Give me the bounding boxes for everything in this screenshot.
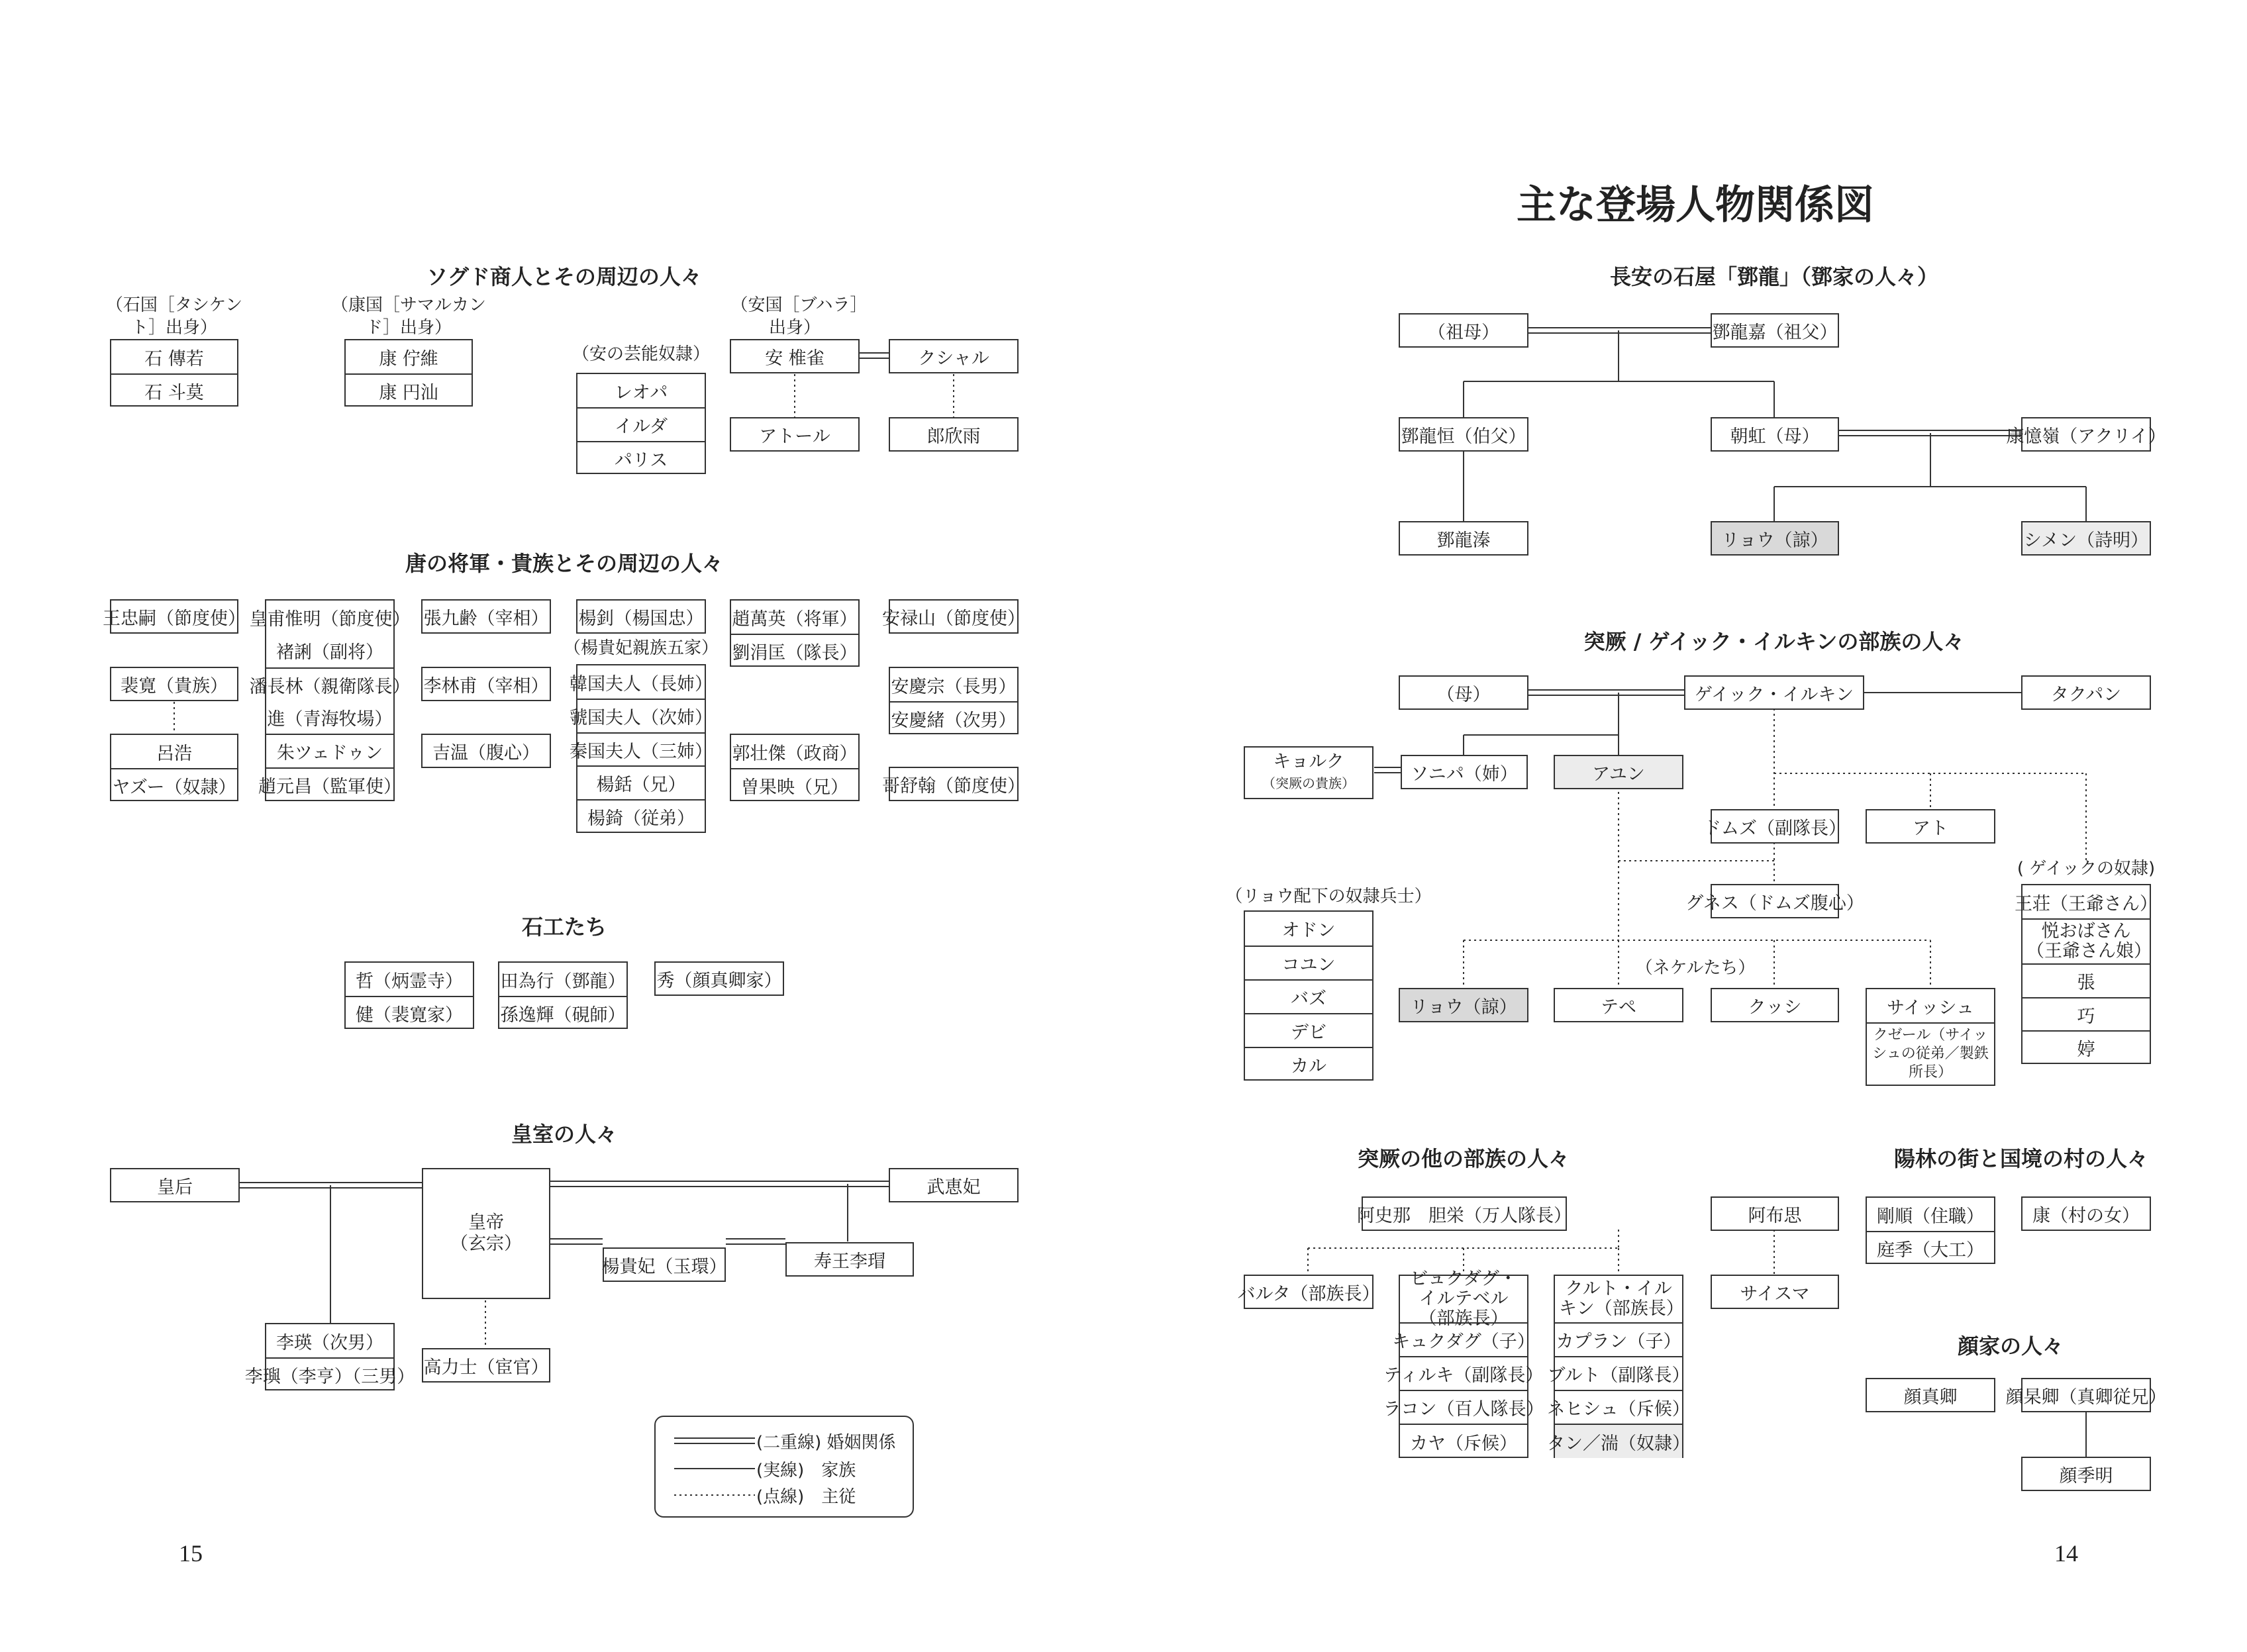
person-li-linfu: 李林甫（宰相） xyxy=(423,675,549,697)
person-yang-qi: 楊錡（従弟） xyxy=(577,799,705,833)
heading-other-turk: 突厥の他の部族の人々 xyxy=(1357,1146,1570,1171)
box-kussi xyxy=(1711,988,1839,1022)
person-wang-zhongsi: 王忠嗣（節度使） xyxy=(103,608,246,629)
family-line xyxy=(330,1184,848,1323)
person-deng-longjia: 鄧龍嘉（祖父） xyxy=(1712,322,1838,343)
box-slave-soldiers xyxy=(1244,910,1373,1081)
person-deng-longheng: 鄧龍恒（伯父） xyxy=(1401,426,1526,447)
note-shi-origin: （石国［タシケント］出身） xyxy=(105,295,243,338)
person-sun-yihui: 孫逸輝（硯師） xyxy=(499,996,626,1029)
person-simen: シメン（詩明） xyxy=(2022,522,2150,554)
marriage-line xyxy=(240,1181,889,1244)
note-neker: （ネケルたち） xyxy=(1635,958,1756,978)
person-tian-weixing: 田為行（鄧龍） xyxy=(500,971,626,992)
note-geick-slaves: ( ゲイックの奴隷) xyxy=(2017,859,2156,879)
box-grandmother xyxy=(1399,313,1528,348)
box-wu-huifei xyxy=(889,1168,1019,1202)
person-tepe: テペ xyxy=(1601,996,1636,1018)
box-abusi xyxy=(1711,1196,1839,1231)
person-an-suique: 安 椎雀 xyxy=(765,348,824,369)
person-gunes: グネス（ドムズ腹心） xyxy=(1685,893,1864,914)
box-kushal xyxy=(889,339,1019,373)
person-li-yu: 李璵（李亨）（三男） xyxy=(266,1357,393,1390)
box-sonipa xyxy=(1401,755,1528,789)
person-kukdag: キュクダグ（子） xyxy=(1400,1322,1527,1356)
person-zhang-jiuling: 張九齢（宰相） xyxy=(423,608,549,629)
person-ryo-turk: リョウ（諒） xyxy=(1400,989,1527,1021)
person-ilda: イルダ xyxy=(577,407,705,441)
person-geick: ゲイック・イルキン xyxy=(1694,684,1854,705)
box-an-slaves xyxy=(576,373,706,474)
person-emperor xyxy=(423,1169,549,1298)
person-pei-kuan: 裴寛（貴族） xyxy=(121,675,228,697)
person-kaya: カヤ（斥候） xyxy=(1400,1424,1527,1458)
person-tan: タン／湍（奴隷） xyxy=(1555,1424,1682,1458)
box-an-lushan xyxy=(882,599,1025,634)
person-chaohong: 朝虹（母） xyxy=(1730,426,1820,447)
person-turk-mother: （母） xyxy=(1436,684,1491,705)
person-ayun: アユン xyxy=(1555,756,1682,788)
person-deng-longzhen: 鄧龍溱 xyxy=(1436,530,1491,551)
person-koyun: コユン xyxy=(1245,946,1372,979)
person-zhu-tsedun: 朱ツェドゥン xyxy=(266,734,393,767)
box-empress xyxy=(110,1168,240,1202)
box-emperor xyxy=(422,1168,550,1299)
person-bikdag: ビュクダグ・イルテベル（部族長） xyxy=(1410,1269,1517,1329)
person-kang-village: 康（村の女） xyxy=(2032,1205,2140,1226)
note-yang-family: （楊貴妃親族五家） xyxy=(563,638,719,658)
person-kussi: クッシ xyxy=(1748,996,1802,1018)
legend-dotted: (点線) 主従 xyxy=(756,1487,856,1507)
note-ryo-slaves: （リョウ配下の奴隷兵士） xyxy=(1225,887,1432,906)
person-lady-han: 韓国夫人（長姉） xyxy=(570,673,713,695)
person-yan-jiming: 顔季明 xyxy=(2059,1465,2113,1486)
person-geshu-han: 哥舒翰（節度使） xyxy=(882,775,1025,797)
person-zhao-yuanchang: 趙元昌（監軍使） xyxy=(266,767,393,801)
person-aunt-yue: 悦おばさん（王爺さん娘） xyxy=(2022,918,2150,963)
page-number-right: 14 xyxy=(2054,1540,2078,1567)
person-zhao-wanying: 趙萬英（将軍） xyxy=(732,608,858,630)
box-gao-lishi xyxy=(422,1348,550,1383)
person-zhang: 張 xyxy=(2022,963,2150,997)
box-geshu-han xyxy=(882,767,1025,801)
heading-imperial: 皇室の人々 xyxy=(511,1122,618,1147)
box-shouwang xyxy=(785,1242,914,1277)
kyoruk-note: （突厥の貴族） xyxy=(1262,775,1355,791)
person-tirki: ティルキ（副隊長） xyxy=(1400,1356,1527,1390)
heading-sogd: ソグド商人とその周辺の人々 xyxy=(426,264,702,289)
dotted-line xyxy=(1464,708,2086,988)
box-zhao-wanying xyxy=(730,599,860,667)
person-abusi: 阿布思 xyxy=(1748,1205,1802,1226)
heading-yan: 顔家の人々 xyxy=(1957,1334,2064,1359)
person-shi-doumo: 石 斗莫 xyxy=(111,373,237,407)
person-lu-hao: 呂浩 xyxy=(156,743,192,764)
person-yazu: ヤズー（奴隷） xyxy=(111,768,237,801)
box-kurt xyxy=(1547,1275,1690,1458)
person-domuz: ドムズ（副隊長） xyxy=(1703,818,1846,839)
page-number-left: 15 xyxy=(179,1540,203,1567)
person-chu-xun: 褚誗（副将） xyxy=(276,642,383,663)
person-atol: アトール xyxy=(759,426,830,447)
page-title: 主な登場人物関係図 xyxy=(1517,182,1874,228)
person-langxinyu: 郎欣雨 xyxy=(926,426,981,447)
box-princes xyxy=(244,1323,415,1390)
box-wang-zhongsi xyxy=(103,599,246,634)
person-wu-huifei: 武恵妃 xyxy=(926,1177,981,1198)
note-an-slaves: （安の芸能奴隷） xyxy=(572,344,711,364)
person-saisma: サイスマ xyxy=(1740,1283,1810,1304)
box-ashina xyxy=(1357,1196,1572,1231)
box-kang-village xyxy=(2021,1196,2151,1231)
person-yang-xian2: 楊銛（兄） xyxy=(577,765,705,799)
person-odon: オドン xyxy=(1281,920,1336,941)
box-kyoruk xyxy=(1244,746,1373,799)
person-paris: パリス xyxy=(577,441,705,474)
person-kang-zhuwei: 康 佇維 xyxy=(379,348,438,369)
person-kushal: クシャル xyxy=(918,348,989,369)
person-ashina: 阿史那 胆栄（万人隊長） xyxy=(1357,1205,1572,1226)
person-kyoruk xyxy=(1245,748,1372,798)
legend-solid: (実線) 家族 xyxy=(756,1461,856,1481)
person-nehish: ネヒシュ（斥候） xyxy=(1555,1390,1682,1424)
box-huangfu xyxy=(249,599,411,801)
person-lady-guo: 虢国夫人（次姉） xyxy=(577,699,705,732)
dotted-line xyxy=(1308,1230,1774,1275)
box-li-linfu xyxy=(421,667,551,701)
person-an-qingxu: 安慶緒（次男） xyxy=(890,701,1017,734)
person-yan-zhenqing: 顔真卿 xyxy=(1903,1386,1958,1408)
person-ting: 婷 xyxy=(2022,1030,2150,1064)
box-balta xyxy=(1237,1275,1380,1309)
box-deng-longzhen xyxy=(1399,521,1528,556)
person-shi-chuanruo: 石 傳若 xyxy=(144,348,204,369)
box-deng-longheng xyxy=(1399,417,1528,452)
box-shi xyxy=(110,339,238,407)
box-saisma xyxy=(1711,1275,1839,1309)
box-stone3 xyxy=(654,961,784,996)
box-yang-xian xyxy=(576,599,706,634)
note-an-origin: （安国［ブハラ］出身） xyxy=(730,295,859,338)
box-yang-guifei xyxy=(603,1247,726,1282)
heading-turk: 突厥 / ゲイック・イルキンの部族の人々 xyxy=(1583,629,1965,654)
person-qiao: 巧 xyxy=(2022,997,2150,1030)
box-turk-mother xyxy=(1399,675,1528,710)
box-chaohong xyxy=(1711,417,1839,452)
kyoruk-name: キョルク xyxy=(1273,752,1344,772)
dotted-line xyxy=(795,374,954,417)
box-saisshu xyxy=(1866,988,1995,1086)
box-kang-yiling xyxy=(2006,417,2166,452)
box-guo-zhuangjie xyxy=(730,734,860,801)
box-an-suique xyxy=(730,339,860,373)
person-zeng-guoying: 曽果映（兄） xyxy=(731,768,858,801)
person-kal: カル xyxy=(1245,1047,1372,1081)
person-wang-zhuang: 王荘（王爺さん） xyxy=(2015,893,2158,914)
person-li-ying: 李瑛（次男） xyxy=(276,1332,383,1353)
note-kang-origin: （康国［サマルカンド］出身） xyxy=(330,295,486,338)
person-yan-gaoqing: 顔杲卿（真卿従兄） xyxy=(2005,1386,2167,1408)
box-domuz xyxy=(1703,809,1846,844)
box-yan-jiming xyxy=(2021,1457,2151,1491)
person-kang-yiling: 康憶嶺（アクリイ） xyxy=(2006,426,2166,447)
box-atol xyxy=(730,417,860,452)
person-gao-lishi: 高力士（宦官） xyxy=(423,1357,549,1378)
box-lu-hao xyxy=(110,734,238,801)
marriage-line xyxy=(860,353,889,358)
person-burt: ブルト（副隊長） xyxy=(1555,1356,1682,1390)
person-sonipa: ソニパ（姉） xyxy=(1411,763,1518,785)
box-stone2 xyxy=(498,961,628,1029)
person-huangfu-weiming: 皇甫惟明（節度使） xyxy=(249,608,411,630)
person-pan-changlin: 潘長林（親衛隊長） xyxy=(266,667,393,701)
emperor-name: 皇帝 xyxy=(468,1212,504,1233)
box-geick-slaves xyxy=(2015,884,2158,1064)
emperor-era: （玄宗） xyxy=(450,1234,522,1254)
person-jian: 健（裴寛家） xyxy=(346,996,473,1029)
box-yang-five xyxy=(570,664,713,833)
person-debi: デビ xyxy=(1245,1013,1372,1047)
box-langxinyu xyxy=(889,417,1019,452)
box-bik xyxy=(1383,1269,1544,1458)
person-shouwang: 寿王李瑁 xyxy=(814,1251,885,1272)
box-tepe xyxy=(1554,988,1683,1022)
box-kang xyxy=(344,339,473,407)
person-takpan: タクパン xyxy=(2050,684,2122,705)
person-kang-yuanshan: 康 円汕 xyxy=(346,373,472,407)
person-saisshu: サイッシュ xyxy=(1886,997,1975,1018)
person-at: アト xyxy=(1913,818,1948,839)
person-rakon: ラコン（百人隊長） xyxy=(1400,1390,1527,1424)
person-yang-xian: 楊釗（楊国忠） xyxy=(578,608,704,629)
person-kurt: クルト・イルキン（部族長） xyxy=(1559,1279,1684,1319)
person-balta: バルタ（部族長） xyxy=(1237,1283,1380,1304)
person-gangshun: 剛順（住職） xyxy=(1877,1206,1984,1227)
box-geick xyxy=(1684,675,1864,710)
person-ji-wen: 吉温（腹心） xyxy=(432,742,540,763)
person-zhe: 哲（炳霊寺） xyxy=(356,971,463,992)
box-ayun xyxy=(1554,755,1683,789)
person-liu-juankuang: 劉涓匡（隊長） xyxy=(731,634,858,667)
person-tingji: 庭季（大工） xyxy=(1867,1231,1994,1264)
person-yang-guifei: 楊貴妃（玉環） xyxy=(601,1256,727,1277)
person-baz: バズ xyxy=(1245,979,1372,1013)
heading-yanglin: 陽林の街と国境の村の人々 xyxy=(1893,1146,2149,1171)
box-at xyxy=(1866,809,1995,844)
person-lady-qin: 秦国夫人（三姉） xyxy=(577,732,705,765)
person-empress: 皇后 xyxy=(157,1177,193,1198)
person-jin: 進（青海牧場） xyxy=(267,708,393,730)
box-ryo-turk xyxy=(1399,988,1528,1022)
person-leopa: レオパ xyxy=(614,382,668,403)
person-guo-zhuangjie: 郭壮傑（政商） xyxy=(732,743,858,764)
box-takpan xyxy=(2021,675,2151,710)
person-xiu: 秀（顔真卿家） xyxy=(656,970,782,991)
box-gangshun xyxy=(1866,1196,1995,1264)
person-kuzel: クゼール（サイッシュの従弟／製鉄所長） xyxy=(1867,1022,1994,1085)
person-grandmother: （祖母） xyxy=(1428,322,1499,343)
box-simen xyxy=(2021,521,2151,556)
person-ryo-deng: リョウ（諒） xyxy=(1712,522,1838,554)
box-pei-kuan xyxy=(110,667,238,701)
box-zhang-jiuling xyxy=(421,599,551,634)
heading-stone: 石工たち xyxy=(521,914,607,940)
box-stone1 xyxy=(344,961,474,1029)
box-an-sons xyxy=(889,667,1019,734)
person-an-lushan: 安禄山（節度使） xyxy=(882,608,1025,629)
box-deng-longjia xyxy=(1711,313,1839,348)
box-ryo-deng xyxy=(1711,521,1839,556)
person-an-qingzong: 安慶宗（長男） xyxy=(891,676,1017,697)
box-gunes xyxy=(1685,884,1864,918)
heading-deng: 長安の石屋「鄧龍」（鄧家の人々） xyxy=(1609,264,1939,289)
box-yan-gaoqing xyxy=(2005,1378,2167,1412)
person-kaplan: カプラン（子） xyxy=(1555,1322,1682,1356)
heading-tang: 唐の将軍・貴族とその周辺の人々 xyxy=(405,551,724,576)
box-yan-zhenqing xyxy=(1866,1378,1995,1412)
legend-double: (二重線) 婚姻関係 xyxy=(756,1433,896,1453)
box-ji-wen xyxy=(421,734,551,768)
